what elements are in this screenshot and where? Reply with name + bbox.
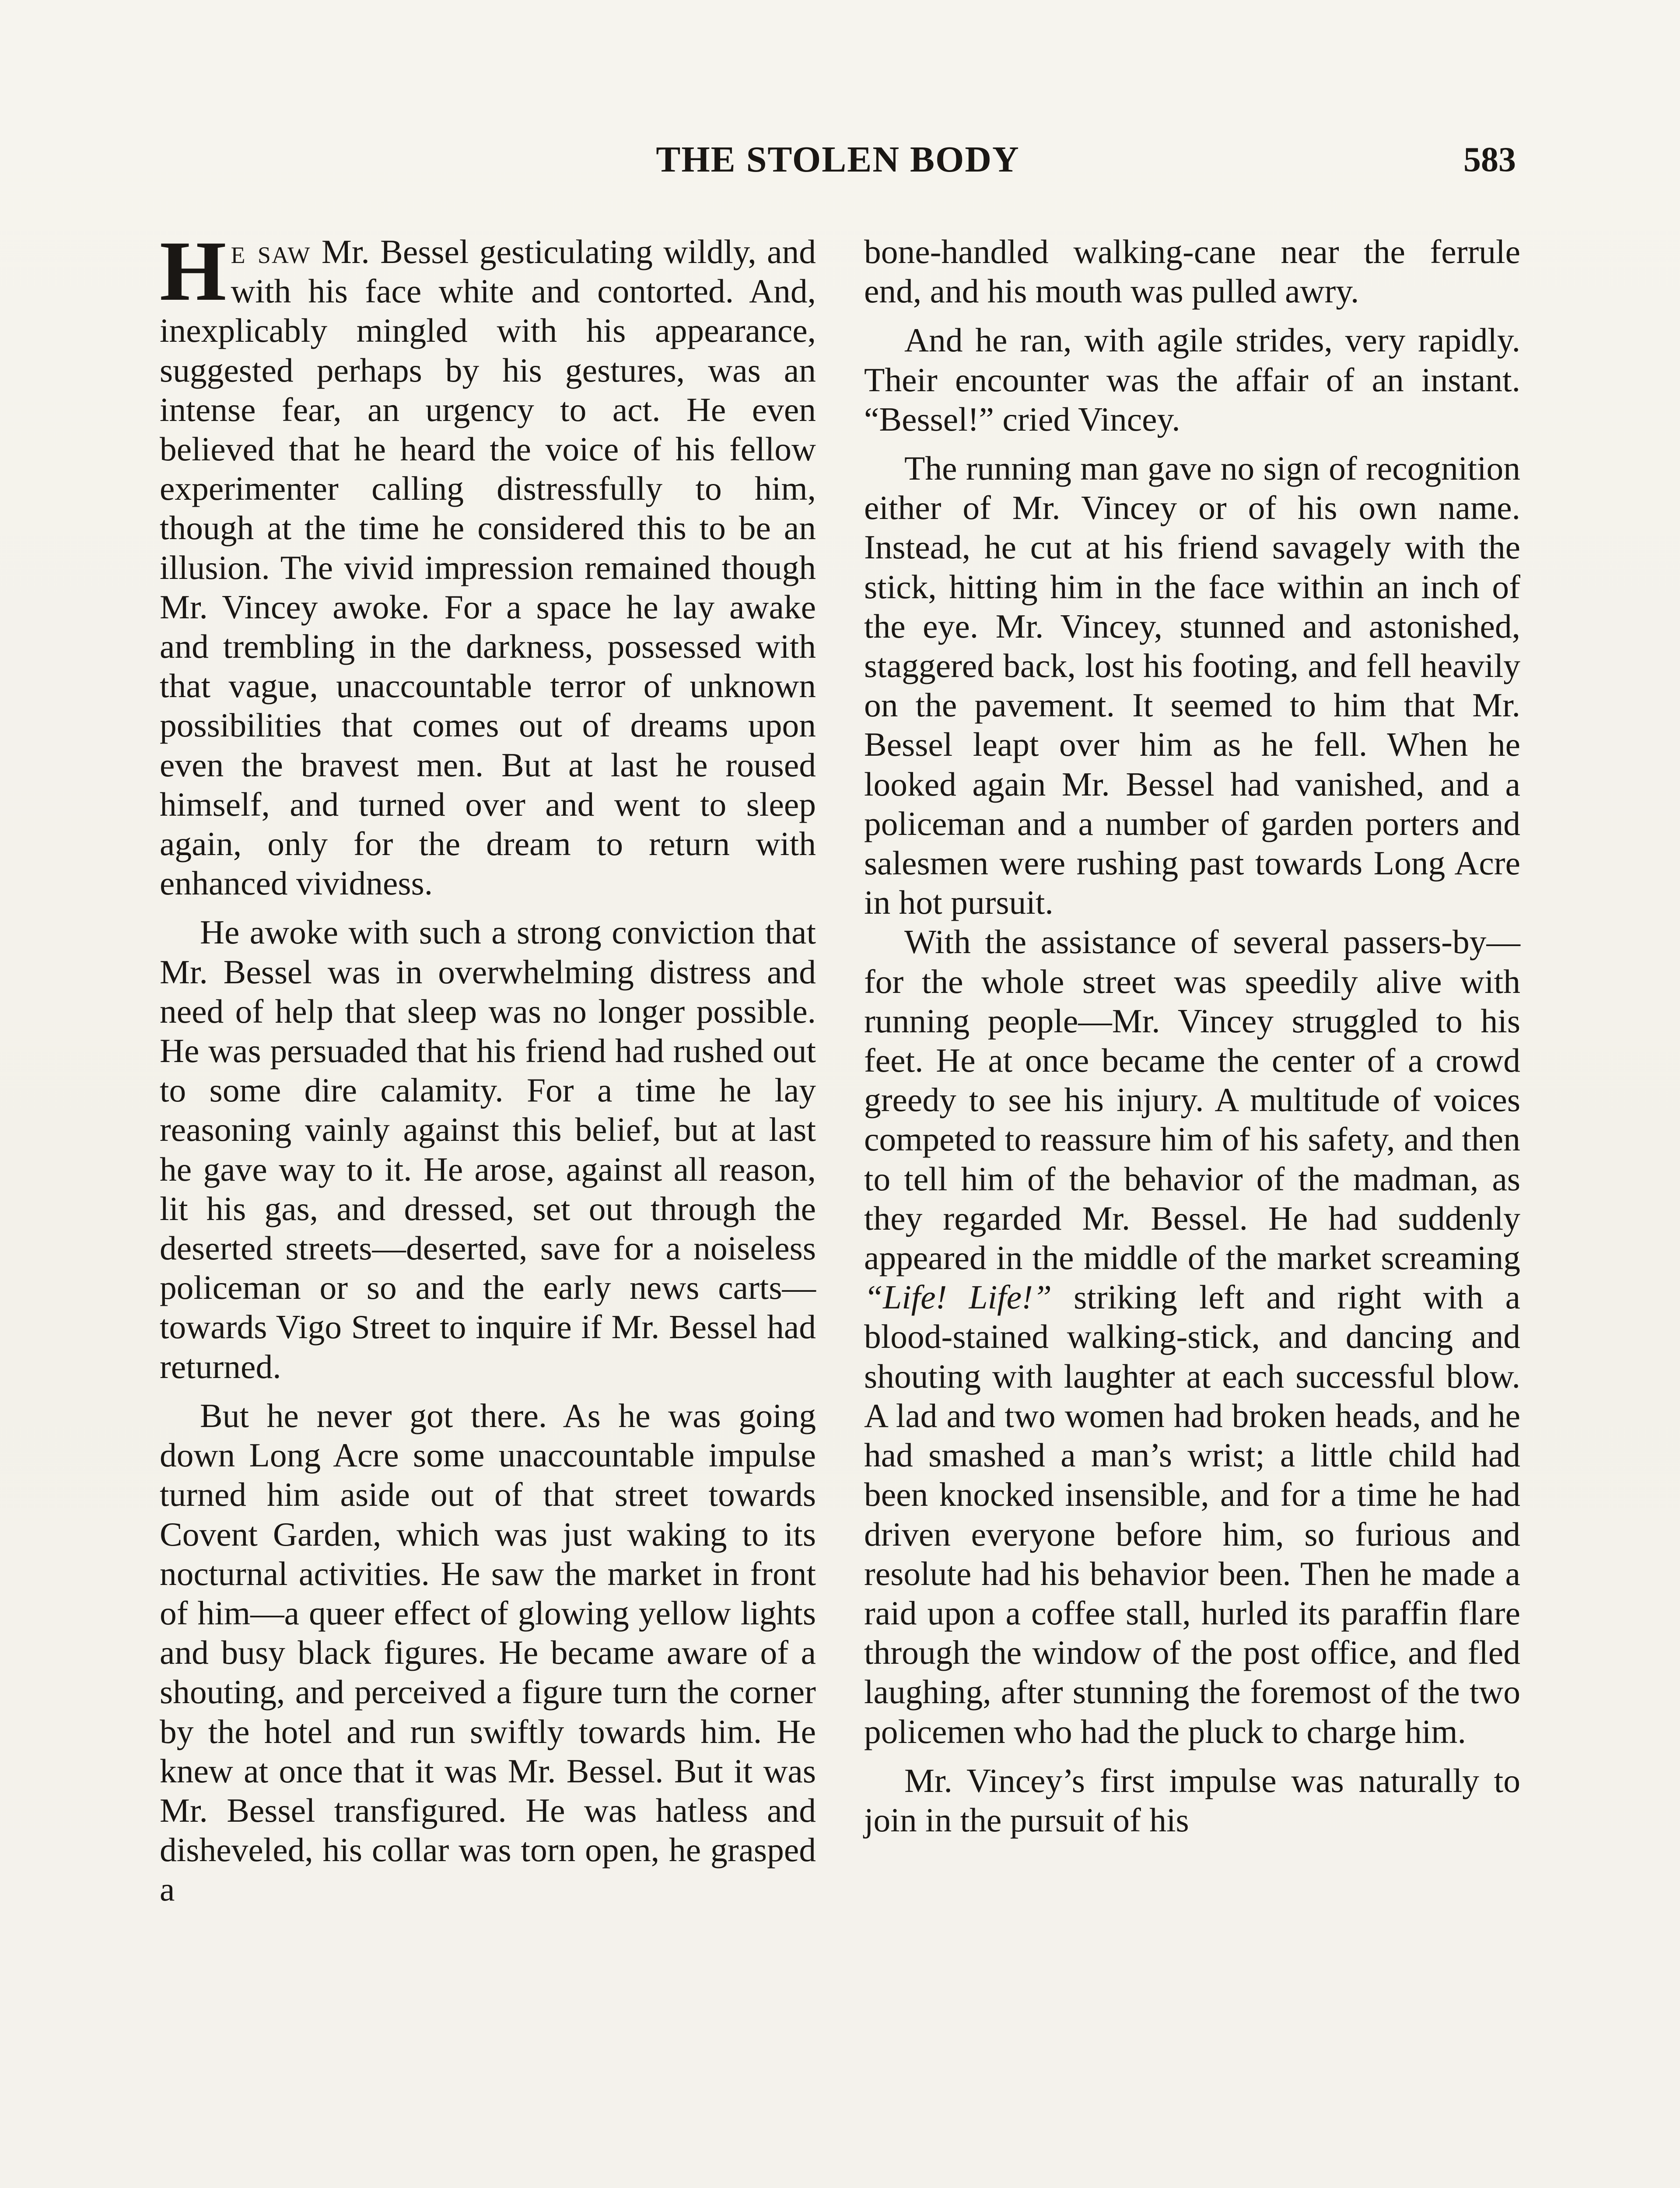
running-title: THE STOLEN BODY: [656, 139, 1020, 180]
opening-small-caps: e saw: [231, 233, 311, 270]
paragraph: Mr. Vincey’s first impulse was naturally to join in the pursuit of his: [864, 1761, 1520, 1839]
drop-cap: H: [160, 224, 227, 319]
text-column-right: [864, 232, 1520, 1840]
paragraph: But he never got there. As he was going down Long Acre some unaccountable impulse turned him aside out of that street towards Covent Garden, which was just waking to its nocturnal activities. He saw the market in front of him—a queer effect of glowing yellow lights and busy black figures. He became aware of a shouting, and perceived a figure turn the corner by the hotel and run swiftly towards him. He knew at once that it was Mr. Bessel. But it was Mr. Bessel transfigured. He was hatless and disheveled, his collar was torn open, he grasped a: [160, 1396, 816, 1908]
paragraph: He awoke with such a strong conviction that Mr. Bessel was in overwhelming distress and need of help that sleep was no longer possible. He was persuaded that his friend had rushed out to some dire calamity. For a time he lay reasoning vainly against this belief, but at last he gave way to it. He arose, against all reason, lit his gas, and dressed, set out through the deserted streets—deserted, save for a noiseless policeman or so and the early news carts—towards Vigo Street to inquire if Mr. Bessel had returned.: [160, 913, 816, 1385]
paragraph: [864, 922, 1520, 1751]
page-header: [160, 131, 1516, 188]
paragraph-text: With the assistance of several passers-by—for the whole street was speedily alive with running people—Mr. Vincey struggled to his feet. He at once became the center of a crowd greedy to see his injury. A multitude of voices competed to reassure him of his safety, and then to tell him of the behavior of the madman, as they regarded Mr. Bessel. He had suddenly appeared in the middle of the market screaming: [864, 923, 1520, 1277]
page-number: 583: [1463, 140, 1516, 179]
paragraph-text: striking left and right with a blood-stained walking-stick, and dancing and shouting with laughter at each successful blow. A lad and two women had broken heads, and he had smashed a man’s wrist; a little child had been knocked insensible, and for a time he had driven everyone before him, so furious and resolute had his behavior been. Then he made a raid upon a coffee stall, hurled its paraffin flare through the window of the post office, and fled laughing, after stunning the foremost of the two policemen who had the pluck to charge him.: [864, 1278, 1520, 1750]
paragraph: The running man gave no sign of recognition either of Mr. Vincey or of his own name. Instead, he cut at his friend savagely with the stick, hitting him in the face within an inch of the eye. Mr. Vincey, stunned and astonished, staggered back, lost his footing, and fell heavily on the pavement. It seemed to him that Mr. Bessel leapt over him as he fell. When he looked again Mr. Bessel had vanished, and a policeman and a number of garden porters and salesmen were rushing past towards Long Acre in hot pursuit.: [864, 449, 1520, 922]
paragraph: [160, 224, 816, 903]
quoted-italic-text: “Life! Life!”: [864, 1278, 1052, 1316]
paragraph-continued: bone-handled walking-cane near the ferrule end, and his mouth was pulled awry.: [864, 233, 1520, 310]
text-column-left: [160, 224, 816, 1909]
paragraph-text: Mr. Bessel gesticulating wildly, and with his face white and contorted. And, inexplicably mingled with his appearance, suggested perhaps by his gestures, was an intense fear, an urgency to act. He even believed that he heard the voice of his fellow experimenter calling distressfully to him, though at the time he considered this to be an illusion. The vivid impression remained though Mr. Vincey awoke. For a space he lay awake and trembling in the darkness, possessed with that vague, unaccountable terror of unknown possibilities that comes out of dreams upon even the bravest men. But at last he roused himself, and turned over and went to sleep again, only for the dream to return with enhanced vividness.: [160, 233, 816, 902]
paragraph: And he ran, with agile strides, very rapidly. Their encounter was the affair of an instant. “Bessel!” cried Vincey.: [864, 321, 1520, 438]
